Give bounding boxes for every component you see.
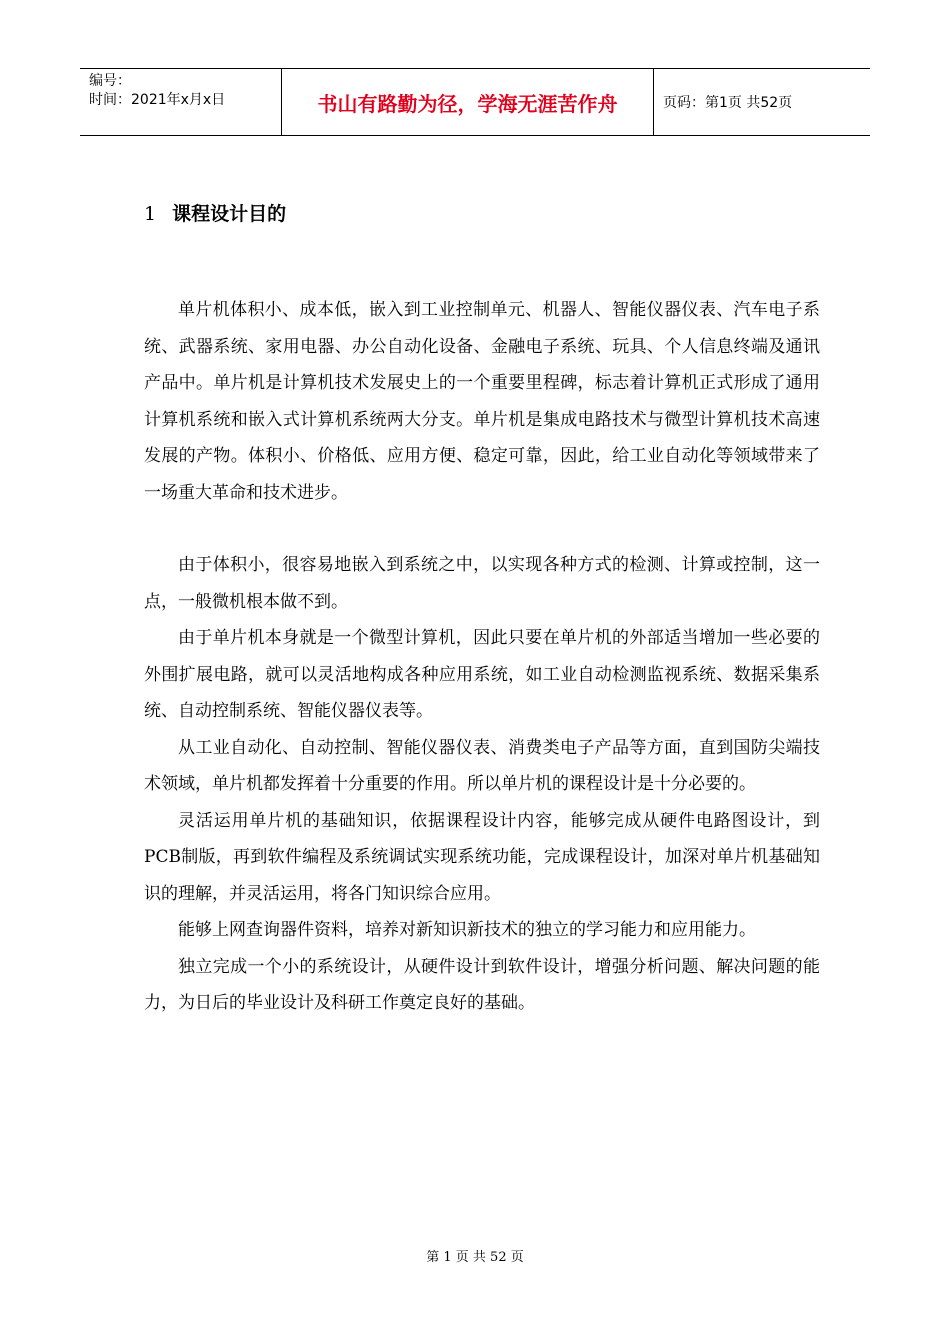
paragraph: 独立完成一个小的系统设计，从硬件设计到软件设计，增强分析问题、解决问题的能力，为日后的毕业设计及科研工作奠定良好的基础。 (144, 956, 820, 1013)
number-label: 编号： (89, 73, 131, 89)
paragraph: 从工业自动化、自动控制、智能仪器仪表、消费类电子产品等方面，直到国防尖端技术领域，单片机都发挥着十分重要的作用。所以单片机的课程设计是十分必要的。 (144, 737, 820, 794)
paragraph: 单片机体积小、成本低，嵌入到工业控制单元、机器人、智能仪器仪表、汽车电子系统、武器系统、家用电器、办公自动化设备、金融电子系统、玩具、个人信息终端及通讯产品中。单片机是计算机技术发展史上的一个重要里程碑，标志着计算机正式形成了通用计算机系统和嵌入式计算机系统两大分支。单片机是集成电路技术与微型计算机技术高速发展的产物。体积小、价格低、应用方便、稳定可靠，因此，给工业自动化等领域带来了一场重大革命和技术进步。 (144, 300, 820, 503)
section-title: 课程设计目的 (172, 203, 287, 225)
paragraph: 由于单片机本身就是一个微型计算机，因此只要在单片机的外部适当增加一些必要的外围扩展电路，就可以灵活地构成各种应用系统，如工业自动检测监视系统、数据采集系统、自动控制系统、智能仪器仪表等。 (144, 628, 820, 721)
paragraph: 灵活运用单片机的基础知识，依据课程设计内容，能够完成从硬件电路图设计，到PCB制版，再到软件编程及系统调试实现系统功能，完成课程设计，加深对单片机基础知识的理解，并灵活运用，将各门知识综合应用。 (144, 810, 820, 904)
section-heading (144, 199, 286, 226)
section-number: 1 (144, 203, 157, 225)
header-meta (80, 69, 282, 135)
time-label: 时间：2021年x月x日 (89, 92, 226, 108)
page-footer: 第 1 页 共 52 页 (426, 1250, 524, 1265)
body-text (144, 292, 820, 1022)
paragraph: 能够上网查询器件资料，培养对新知识新技术的独立的学习能力和应用能力。 (178, 920, 756, 940)
header-motto: 书山有路勤为径，学海无涯苦作舟 (282, 69, 654, 135)
paragraph: 由于体积小，很容易地嵌入到系统之中，以实现各种方式的检测、计算或控制，这一点，一般微机根本做不到。 (144, 555, 820, 612)
header-page-info: 页码：第1页 共52页 (663, 95, 793, 111)
page-header (80, 68, 870, 136)
